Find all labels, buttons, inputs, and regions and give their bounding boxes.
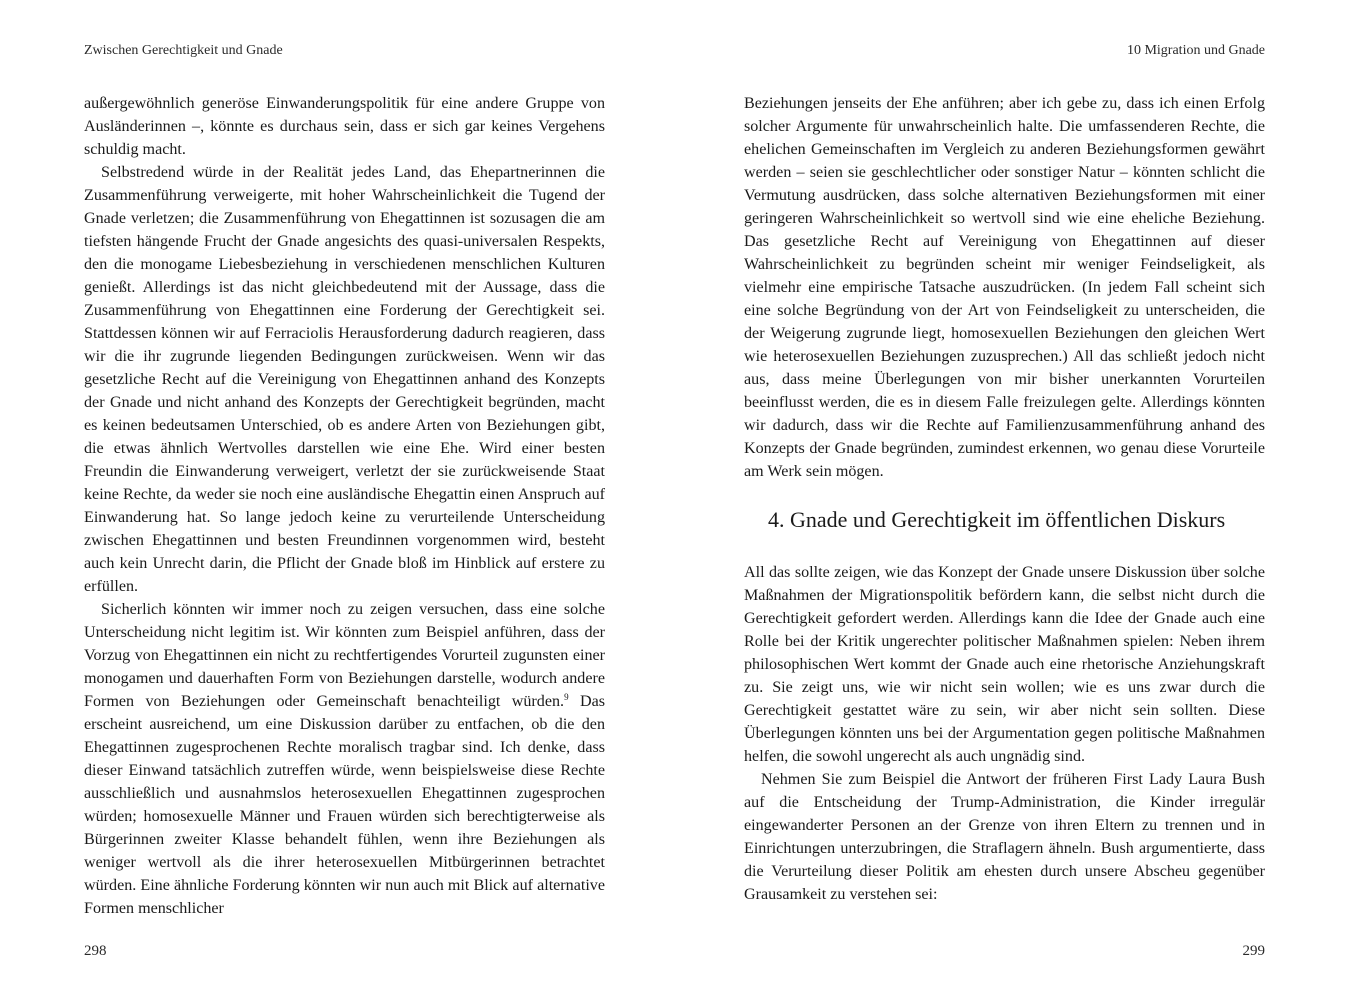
paragraph-text: Das erscheint ausreichend, um eine Diskussion darüber zu entfachen, ob die den Ehegattinnen zugesprochenen Rechte moralisch tragbar sind. Ich denke, dass dieser Einwand tatsächlich zutreffen würde, wenn beispielsweise diese Rechte ausschließlich und ausnahmslos heterosexuellen Ehegattinnen zugesprochen würden; homosexuelle Männer und Frauen würden sich berechtigterweise als Bürgerinnen zweiter Klasse behandelt fühlen, wenn ihre Beziehungen als weniger wertvoll als die ihrer heterosexuellen Mitbürgerinnen betrachtet würden. Eine ähnliche Forderung könnten wir nun auch mit Blick auf alternative Formen menschlicher	[84, 693, 606, 917]
left-page	[84, 0, 605, 1000]
paragraph-with-footnote	[84, 598, 605, 920]
page-number-left: 298	[84, 943, 107, 959]
footnote-marker[interactable]: 9	[564, 692, 569, 702]
paragraph: Selbstredend würde in der Realität jedes Land, das Ehepartnerinnen die Zusammenführung verweigerte, mit hoher Wahrscheinlichkeit die Tugend der Gnade verletzen; die Zusammenführung von Ehegattinnen ist sozusagen die am tiefsten hängende Frucht der Gnade angesichts des quasi-universalen Respekts, den die monogame Liebesbeziehung in verschiedenen menschlichen Kulturen genießt. Allerdings ist das nicht gleichbedeutend mit der Aussage, dass die Zusammenführung von Ehegattinnen eine Forderung der Gerechtigkeit sei. Stattdessen können wir auf Ferraciolis Herausforderung dadurch reagieren, dass wir die ihr zugrunde liegenden Bedingungen zurückweisen. Wenn wir das gesetzliche Recht auf die Vereinigung von Ehegattinnen anhand des Konzepts der Gnade und nicht anhand des Konzepts der Gerechtigkeit begründen, macht es keinen bedeutsamen Unterschied, ob es andere Arten von Beziehungen gibt, die etwas ähnlich Wertvolles darstellen wie eine Ehe. Wird einer besten Freundin die Einwanderung verweigert, verletzt der sie zurückweisende Staat keine Rechte, da weder sie noch eine ausländische Ehegattin einen Anspruch auf Einwanderung hat. So lange jedoch keine zu verurteilende Unterscheidung zwischen Ehegattinnen und besten Freundinnen vorgenommen wird, besteht auch kein Unrecht darin, die Pflicht der Gnade bloß im Hinblick auf erstere zu erfüllen.	[84, 164, 605, 595]
left-page-body	[84, 92, 605, 920]
running-head-left: Zwischen Gerechtigkeit und Gnade	[84, 43, 283, 58]
paragraph: außergewöhnlich generöse Einwanderungspolitik für eine andere Gruppe von Ausländerinnen –, könnte es durchaus sein, dass er sich gar keines Vergehens schuldig macht.	[84, 95, 605, 158]
paragraph: All das sollte zeigen, wie das Konzept der Gnade unsere Diskussion über solche Maßnahmen der Migrationspolitik befördern kann, die selbst nicht durch die Gerechtigkeit gefordert werden. Allerdings kann die Idee der Gnade auch eine Rolle bei der Kritik ungerechter politischer Maßnahmen spielen: Neben ihrem philosophischen Wert kommt der Gnade auch eine rhetorische Anziehungskraft zu. Sie zeigt uns, wie wir nicht sein wollen; wie es uns zwar durch die Gerechtigkeit gestattet wäre zu sein, wir aber nicht sein sollten. Diese Überlegungen könnten uns bei der Argumentation gegen politische Maßnahmen helfen, die sowohl ungerecht als auch ungnädig sind.	[744, 564, 1265, 765]
paragraph: Beziehungen jenseits der Ehe anführen; aber ich gebe zu, dass ich einen Erfolg solcher Argumente für unwahrscheinlich halte. Die umfassenderen Rechte, die ehelichen Gemeinschaften im Vergleich zu anderen Beziehungsformen gewährt werden – seien sie geschlechtlicher oder sonstiger Natur – könnten schlicht die Vermutung ausdrücken, dass solche alternativen Beziehungsformen mit einer geringeren Wahrscheinlichkeit so wertvoll sind wie eine eheliche Beziehung. Das gesetzliche Recht auf Vereinigung von Ehegattinnen auf dieser Wahrscheinlichkeit zu begründen scheint mir weniger Feindseligkeit, als vielmehr eine empirische Tatsache auszudrücken. (In jedem Fall scheint sich eine solche Begründung von der Art von Feindseligkeit zu unterscheiden, die der Weigerung zugrunde liegt, homosexuellen Beziehungen den gleichen Wert wie heterosexuellen Beziehungen zuzusprechen.) All das schließt jedoch nicht aus, dass meine Überlegungen von mir bisher unerkannten Vorurteilen beeinflusst werden, die es in diesem Falle freizulegen gelte. Allerdings könnten wir dadurch, dass wir die Rechte auf Familienzusammenführung anhand des Konzepts der Gnade begründen, zumindest erkennen, wo genau diese Vorurteile am Werk sein mögen.	[744, 95, 1265, 480]
right-page	[744, 0, 1265, 1000]
section-heading: 4. Gnade und Gerechtigkeit im öffentlichen Diskurs	[768, 507, 1226, 532]
paragraph-text: Sicherlich könnten wir immer noch zu zeigen versuchen, dass eine solche Unterscheidung nicht legitim ist. Wir könnten zum Beispiel anführen, dass der Vorzug von Ehegattinnen ein nicht zu rechtfertigendes Vorurteil zugunsten einer monogamen und dauerhaften Form von Beziehungen darstelle, wodurch andere Formen von Beziehungen oder Gemeinschaft benachteiligt würden.	[84, 601, 605, 710]
paragraph: Nehmen Sie zum Beispiel die Antwort der früheren First Lady Laura Bush auf die Entscheidung der Trump-Administration, die Kinder irregulär eingewanderter Personen an der Grenze von ihren Eltern zu trennen und in Einrichtungen unterzubringen, die Straflagern ähneln. Bush argumentierte, dass die Verurteilung dieser Politik am ehesten durch unsere Abscheu gegenüber Grausamkeit zu verstehen sei:	[744, 771, 1265, 903]
right-page-body	[744, 92, 1265, 906]
running-head-right: 10 Migration und Gnade	[1126, 43, 1265, 58]
page-number-right: 299	[1242, 943, 1265, 959]
